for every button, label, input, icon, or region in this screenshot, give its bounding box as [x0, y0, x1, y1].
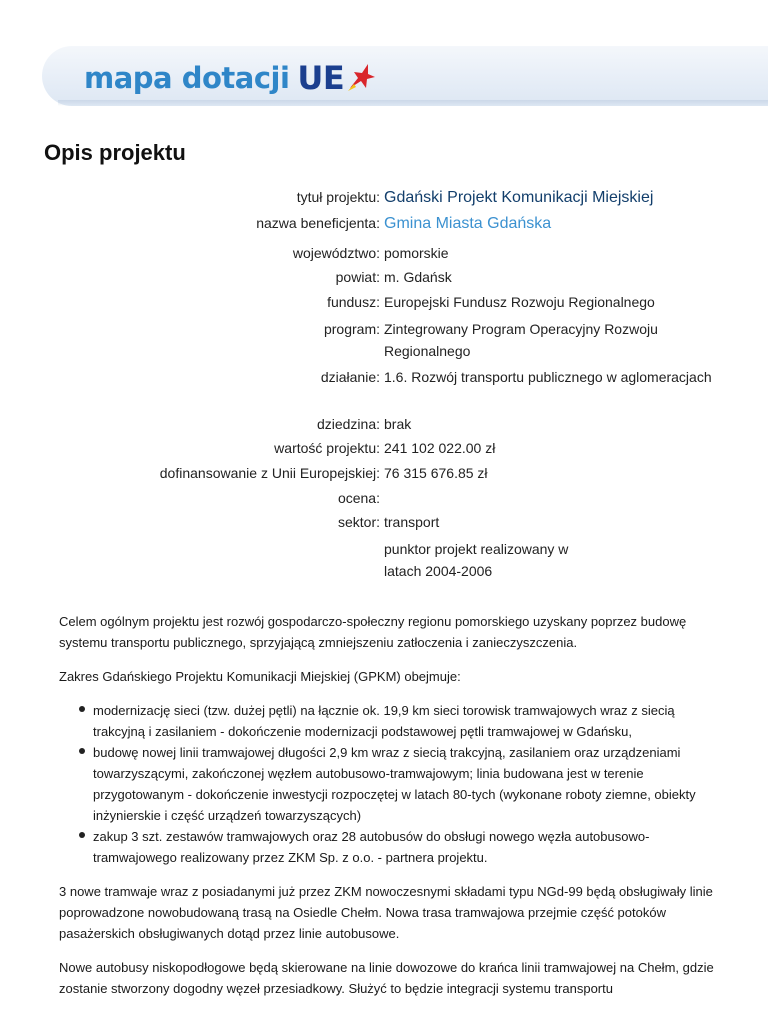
detail-value: punktor projekt realizowany w latach 2004-2006 [384, 541, 569, 579]
detail-value: Zintegrowany Program Operacyjny Rozwoju Regionalnego [384, 321, 658, 359]
detail-label: ocena: [337, 490, 380, 506]
description-paragraph: Zakres Gdańskiego Projektu Komunikacji Miejskiej (GPKM) obejmuje: [59, 669, 461, 684]
logo-text: mapa dotacji [84, 61, 290, 95]
star-icon [346, 58, 376, 92]
description-paragraph: Celem ogólnym projektu jest rozwój gospodarczo-społeczny regionu pomorskiego uzyskany poprzez budowę systemu transportu publicznego, sprzyjającą zmniejszeniu zatłoczenia i zanieczyszczenia. [59, 614, 687, 650]
detail-value: 241 102 022.00 zł [384, 440, 496, 456]
list-item [93, 700, 724, 742]
detail-value: m. Gdańsk [384, 269, 452, 285]
detail-label: dziedzina: [316, 416, 380, 432]
detail-label: dofinansowanie z Unii Europejskiej: [159, 465, 380, 481]
list-item-text: modernizację sieci (tzw. dużej pętli) na łącznie ok. 19,9 km sieci torowisk tramwajowych wraz z siecią trakcyjną i zasilaniem - dokończenie modernizacji podstawowej pętli tramwajowej w Gdańsku, [93, 703, 675, 739]
detail-label: program: [323, 321, 380, 337]
detail-label: powiat: [335, 269, 380, 285]
detail-value: Europejski Fundusz Rozwoju Regionalnego [384, 294, 655, 310]
detail-value: transport [384, 514, 440, 530]
detail-value: 76 315 676.85 zł [384, 465, 488, 481]
description-paragraph: 3 nowe tramwaje wraz z posiadanymi już przez ZKM nowoczesnymi składami typu NGd-99 będą obsługiwały linie poprowadzone nowobudowaną trasą na Osiedle Chełm. Nowa trasa tramwajowa przejmie część potoków pasażerskich obsługiwanych dotąd przez linie autobusowe. [59, 884, 713, 941]
detail-label: działanie: [320, 369, 380, 385]
project-title-link[interactable]: Gdański Projekt Komunikacji Miejskiej [384, 189, 654, 206]
detail-label: nazwa beneficjenta: [256, 215, 380, 231]
page-title: Opis projektu [44, 140, 186, 165]
list-item [93, 826, 724, 868]
description-paragraph: Nowe autobusy niskopodłogowe będą skierowane na linie dowozowe do krańca linii tramwajowej na Chełm, gdzie zostanie stworzony dogodny węzeł przesiadkowy. Służyć to będzie integracji systemu transportu [59, 960, 714, 996]
detail-value: 1.6. Rozwój transportu publicznego w aglomeracjach [384, 369, 712, 385]
logo-ue-text: UE [297, 59, 345, 97]
detail-label: wartość projektu: [274, 440, 380, 456]
header-shadow [58, 100, 768, 106]
detail-value: brak [384, 416, 412, 432]
scope-list [59, 700, 724, 868]
bullet-icon [79, 832, 85, 838]
project-description [59, 611, 724, 1012]
detail-label: województwo: [292, 245, 380, 261]
site-logo[interactable] [84, 56, 376, 100]
detail-label: sektor: [337, 514, 380, 530]
list-item [93, 742, 724, 826]
beneficiary-link[interactable]: Gmina Miasta Gdańska [384, 215, 552, 232]
detail-value: pomorskie [384, 245, 449, 261]
bullet-icon [79, 706, 85, 712]
list-item-text: zakup 3 szt. zestawów tramwajowych oraz 28 autobusów do obsługi nowego węzła autobusowo-tramwajowego realizowany przez ZKM Sp. z o.o. - partnera projektu. [93, 829, 650, 865]
detail-label: fundusz: [327, 294, 380, 310]
list-item-text: budowę nowej linii tramwajowej długości 2,9 km wraz z siecią trakcyjną, zasilaniem oraz urządzeniami towarzyszącymi, zakończonej węzłem autobusowo-tramwajowym; linia budowana jest w terenie przygotowanym - dokończenie inwestycji rozpoczętej w latach 80-tych (wykonane roboty ziemne, obiekty inżynierskie i część urządzeń towarzyszących) [93, 745, 696, 823]
detail-label: tytuł projektu: [296, 189, 380, 205]
bullet-icon [79, 748, 85, 754]
